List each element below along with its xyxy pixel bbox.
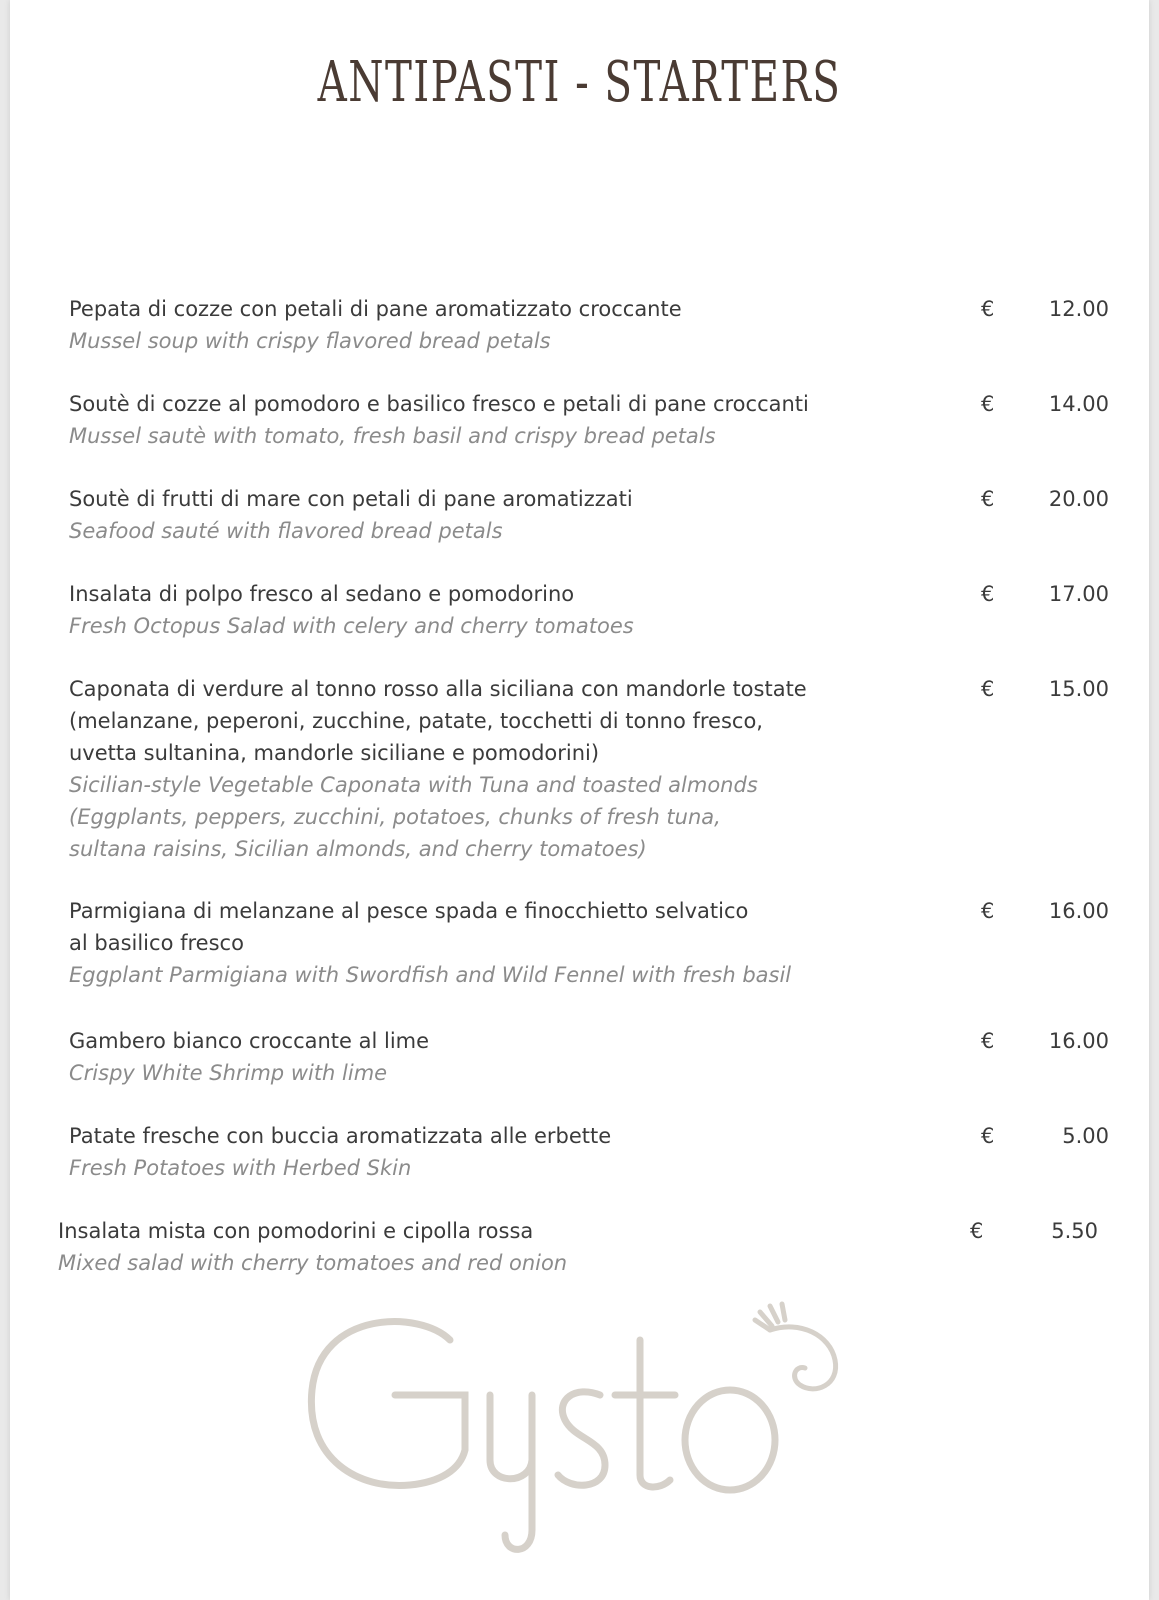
item-name-english: Mixed salad with cherry tomatoes and red onion bbox=[58, 1251, 568, 1275]
menu-item bbox=[69, 1025, 1109, 1089]
item-name-english: Seafood sauté with flavored bread petals bbox=[69, 519, 503, 543]
currency-symbol: € bbox=[981, 487, 995, 511]
item-price: 17.00 bbox=[1048, 582, 1109, 606]
item-price: 12.00 bbox=[1048, 297, 1109, 321]
currency-symbol: € bbox=[981, 1029, 995, 1053]
shrimp-icon bbox=[755, 1304, 836, 1389]
currency-symbol: € bbox=[981, 1124, 995, 1148]
item-name-english: Mussel sautè with tomato, fresh basil and crispy bread petals bbox=[69, 424, 716, 448]
item-name-italian: Patate fresche con buccia aromatizzata alle erbette bbox=[69, 1124, 612, 1148]
currency-symbol: € bbox=[981, 582, 995, 606]
item-name-english: Eggplant Parmigiana with Swordfish and Wild Fennel with fresh basil bbox=[69, 963, 792, 987]
item-name-english: Fresh Octopus Salad with celery and cherry tomatoes bbox=[69, 614, 634, 638]
menu-item bbox=[69, 673, 1109, 865]
currency-symbol: € bbox=[970, 1219, 984, 1243]
item-name-italian: Caponata di verdure al tonno rosso alla siciliana con mandorle tostate (melanzane, peperoni, zucchine, patate, tocchetti di tonno fresco, uvetta sultanina, mandorle siciliane e pomodorini) bbox=[69, 677, 807, 765]
item-name-english: Mussel soup with crispy flavored bread petals bbox=[69, 329, 551, 353]
item-price: 16.00 bbox=[1048, 899, 1109, 923]
item-price: 20.00 bbox=[1048, 487, 1109, 511]
item-name-english: Sicilian-style Vegetable Caponata with Tuna and toasted almonds (Eggplants, peppers, zucchini, potatoes, chunks of fresh tuna, sultana raisins, Sicilian almonds, and cherry tomatoes) bbox=[69, 773, 758, 861]
item-name-english: Crispy White Shrimp with lime bbox=[69, 1061, 388, 1085]
item-name-italian: Insalata mista con pomodorini e cipolla rossa bbox=[58, 1219, 534, 1243]
menu-item bbox=[69, 895, 1109, 991]
menu-item bbox=[69, 578, 1109, 642]
item-price: 14.00 bbox=[1048, 392, 1109, 416]
menu-item bbox=[69, 388, 1109, 452]
item-name-english: Fresh Potatoes with Herbed Skin bbox=[69, 1156, 412, 1180]
currency-symbol: € bbox=[981, 899, 995, 923]
gusto-logo bbox=[300, 1300, 860, 1560]
currency-symbol: € bbox=[981, 677, 995, 701]
menu-item bbox=[69, 293, 1109, 357]
item-name-italian: Parmigiana di melanzane al pesce spada e finocchietto selvatico al basilico fresco bbox=[69, 899, 749, 955]
menu-item bbox=[69, 1120, 1109, 1184]
logo-text: Gusto bbox=[300, 1300, 303, 1301]
item-name-italian: Pepata di cozze con petali di pane aromatizzato croccante bbox=[69, 297, 682, 321]
item-name-italian: Soutè di cozze al pomodoro e basilico fresco e petali di pane croccanti bbox=[69, 392, 809, 416]
item-price: 5.50 bbox=[1051, 1219, 1098, 1243]
page-title: ANTIPASTI - STARTERS bbox=[317, 50, 842, 115]
item-price: 16.00 bbox=[1048, 1029, 1109, 1053]
item-price: 5.00 bbox=[1062, 1124, 1109, 1148]
menu-page bbox=[10, 0, 1149, 1600]
currency-symbol: € bbox=[981, 392, 995, 416]
menu-item bbox=[58, 1215, 1098, 1279]
menu-item bbox=[69, 483, 1109, 547]
item-price: 15.00 bbox=[1048, 677, 1109, 701]
item-name-italian: Gambero bianco croccante al lime bbox=[69, 1029, 430, 1053]
item-name-italian: Insalata di polpo fresco al sedano e pomodorino bbox=[69, 582, 575, 606]
currency-symbol: € bbox=[981, 297, 995, 321]
item-name-italian: Soutè di frutti di mare con petali di pane aromatizzati bbox=[69, 487, 633, 511]
